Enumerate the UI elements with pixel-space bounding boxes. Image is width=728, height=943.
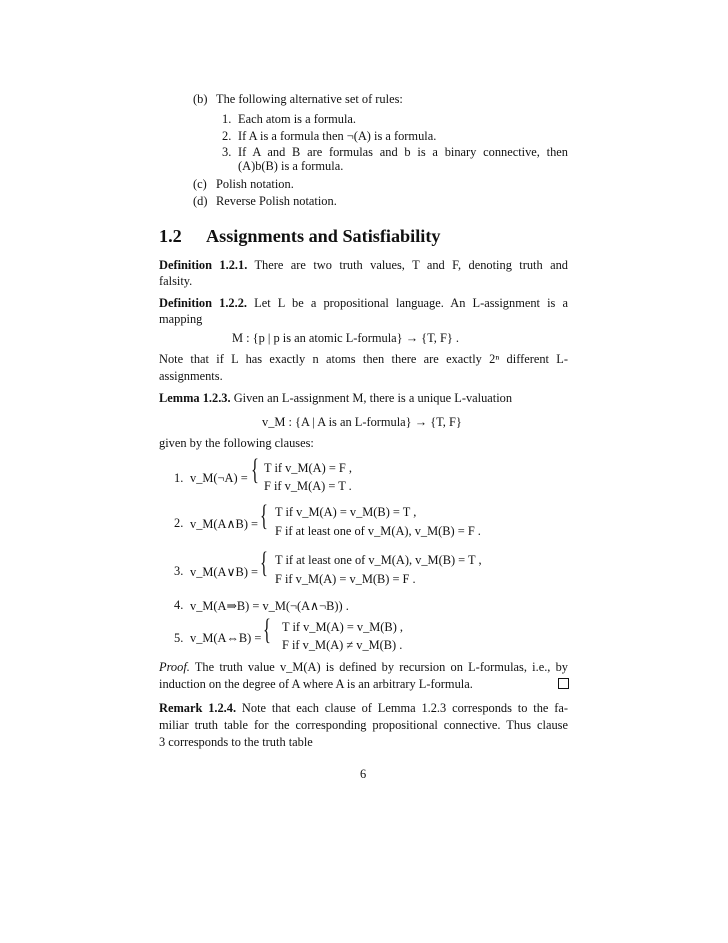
clause-3-brace: { (260, 546, 268, 579)
rule-text-2: If A is a formula then ¬(A) is a formula. (238, 129, 437, 143)
remark-line2: miliar truth table for the corresponding propositional connective. Thus clause (159, 718, 568, 732)
assignment-display-formula: M : {p | p is an atomic L-formula} → {T, F} . (232, 331, 460, 345)
rule-number-2: 2. (222, 129, 232, 143)
definition-1-2-2 (159, 296, 568, 311)
remark-1-2-4 (159, 701, 568, 716)
clause-2-case-false: F if at least one of v_M(A), v_M(B) = F . (275, 524, 481, 538)
clause-1-case-true: T if v_M(A) = F , (264, 461, 352, 475)
clause-4-number: 4. (174, 598, 184, 612)
clause-5-case-false: F if v_M(A) ≠ v_M(B) . (282, 638, 403, 652)
list-label-c: (c) (193, 177, 207, 191)
clause-3-case-true: T if at least one of v_M(A), v_M(B) = T , (275, 553, 482, 567)
clause-5-lhs: v_M(A⇔B) = (190, 631, 262, 645)
clause-1-case-false: F if v_M(A) = T . (264, 479, 352, 493)
note-line1: Note that if L has exactly n atoms then there are exactly 2ⁿ different L- (159, 352, 568, 366)
rule-number-3: 3. (222, 145, 232, 159)
clause-4-formula: v_M(A⇒B) = v_M(¬(A∧¬B)) . (190, 599, 349, 613)
list-label-d: (d) (193, 194, 208, 208)
clause-2-brace: { (260, 499, 268, 532)
definition-1-2-1-title: Definition 1.2.1. (159, 258, 248, 272)
remark-line3: 3 corresponds to the truth table (159, 735, 313, 749)
clause-3-lhs: v_M(A∨B) = (190, 565, 259, 579)
rule-text-3: If A and B are formulas and b is a binary connective, then (238, 145, 568, 159)
rule-text-1: Each atom is a formula. (238, 112, 357, 126)
proof-text: The truth value v_M(A) is defined by recursion on L-formulas, i.e., by (194, 660, 568, 674)
definition-1-2-1-line2: falsity. (159, 274, 193, 288)
remark-title: Remark 1.2.4. (159, 701, 237, 715)
proof-line1 (159, 660, 568, 675)
clause-3-number: 3. (174, 564, 184, 578)
lemma-1-2-3 (159, 391, 512, 406)
definition-1-2-1 (159, 258, 568, 273)
definition-1-2-2-line2: mapping (159, 312, 203, 326)
clause-5-case-true: T if v_M(A) = v_M(B) , (282, 620, 404, 634)
clause-1-number: 1. (174, 471, 184, 485)
clause-1-lhs: v_M(¬A) = (190, 471, 248, 485)
clause-2-number: 2. (174, 516, 184, 530)
clause-2-lhs: v_M(A∧B) = (190, 517, 259, 531)
remark-line1: Note that each clause of Lemma 1.2.3 corresponds to the fa- (241, 701, 568, 715)
clause-5-number: 5. (174, 631, 184, 645)
definition-1-2-1-line1: There are two truth values, T and F, denoting truth and (254, 258, 568, 272)
lemma-text: Given an L-assignment M, there is a unique L-valuation (233, 391, 513, 405)
clause-1-brace: { (251, 453, 259, 486)
proof-line2: induction on the degree of A where A is an arbitrary L-formula. (159, 677, 473, 691)
definition-1-2-2-title: Definition 1.2.2. (159, 296, 248, 310)
section-title: Assignments and Satisfiability (206, 226, 441, 246)
list-item-c-text: Polish notation. (216, 177, 294, 191)
list-label-b: (b) (193, 92, 208, 106)
proof-label: Proof. (159, 660, 190, 674)
clause-5-brace: { (263, 613, 271, 646)
list-item-b-text: The following alternative set of rules: (216, 92, 403, 106)
section-heading (159, 226, 440, 247)
qed-box-icon (558, 678, 569, 689)
definition-1-2-2-line1: Let L be a propositional language. An L-assignment is a (254, 296, 568, 310)
page-number: 6 (360, 767, 367, 781)
lemma-title: Lemma 1.2.3. (159, 391, 231, 405)
valuation-display-formula: v_M : {A | A is an L-formula} → {T, F} (262, 415, 462, 429)
list-item-d-text: Reverse Polish notation. (216, 194, 337, 208)
note-line2: assignments. (159, 369, 223, 383)
clause-3-case-false: F if v_M(A) = v_M(B) = F . (275, 572, 416, 586)
section-number: 1.2 (159, 226, 182, 246)
lemma-after-text: given by the following clauses: (159, 436, 314, 450)
rule-text-3-continued: (A)b(B) is a formula. (238, 159, 344, 173)
clause-2-case-true: T if v_M(A) = v_M(B) = T , (275, 505, 417, 519)
rule-number-1: 1. (222, 112, 232, 126)
